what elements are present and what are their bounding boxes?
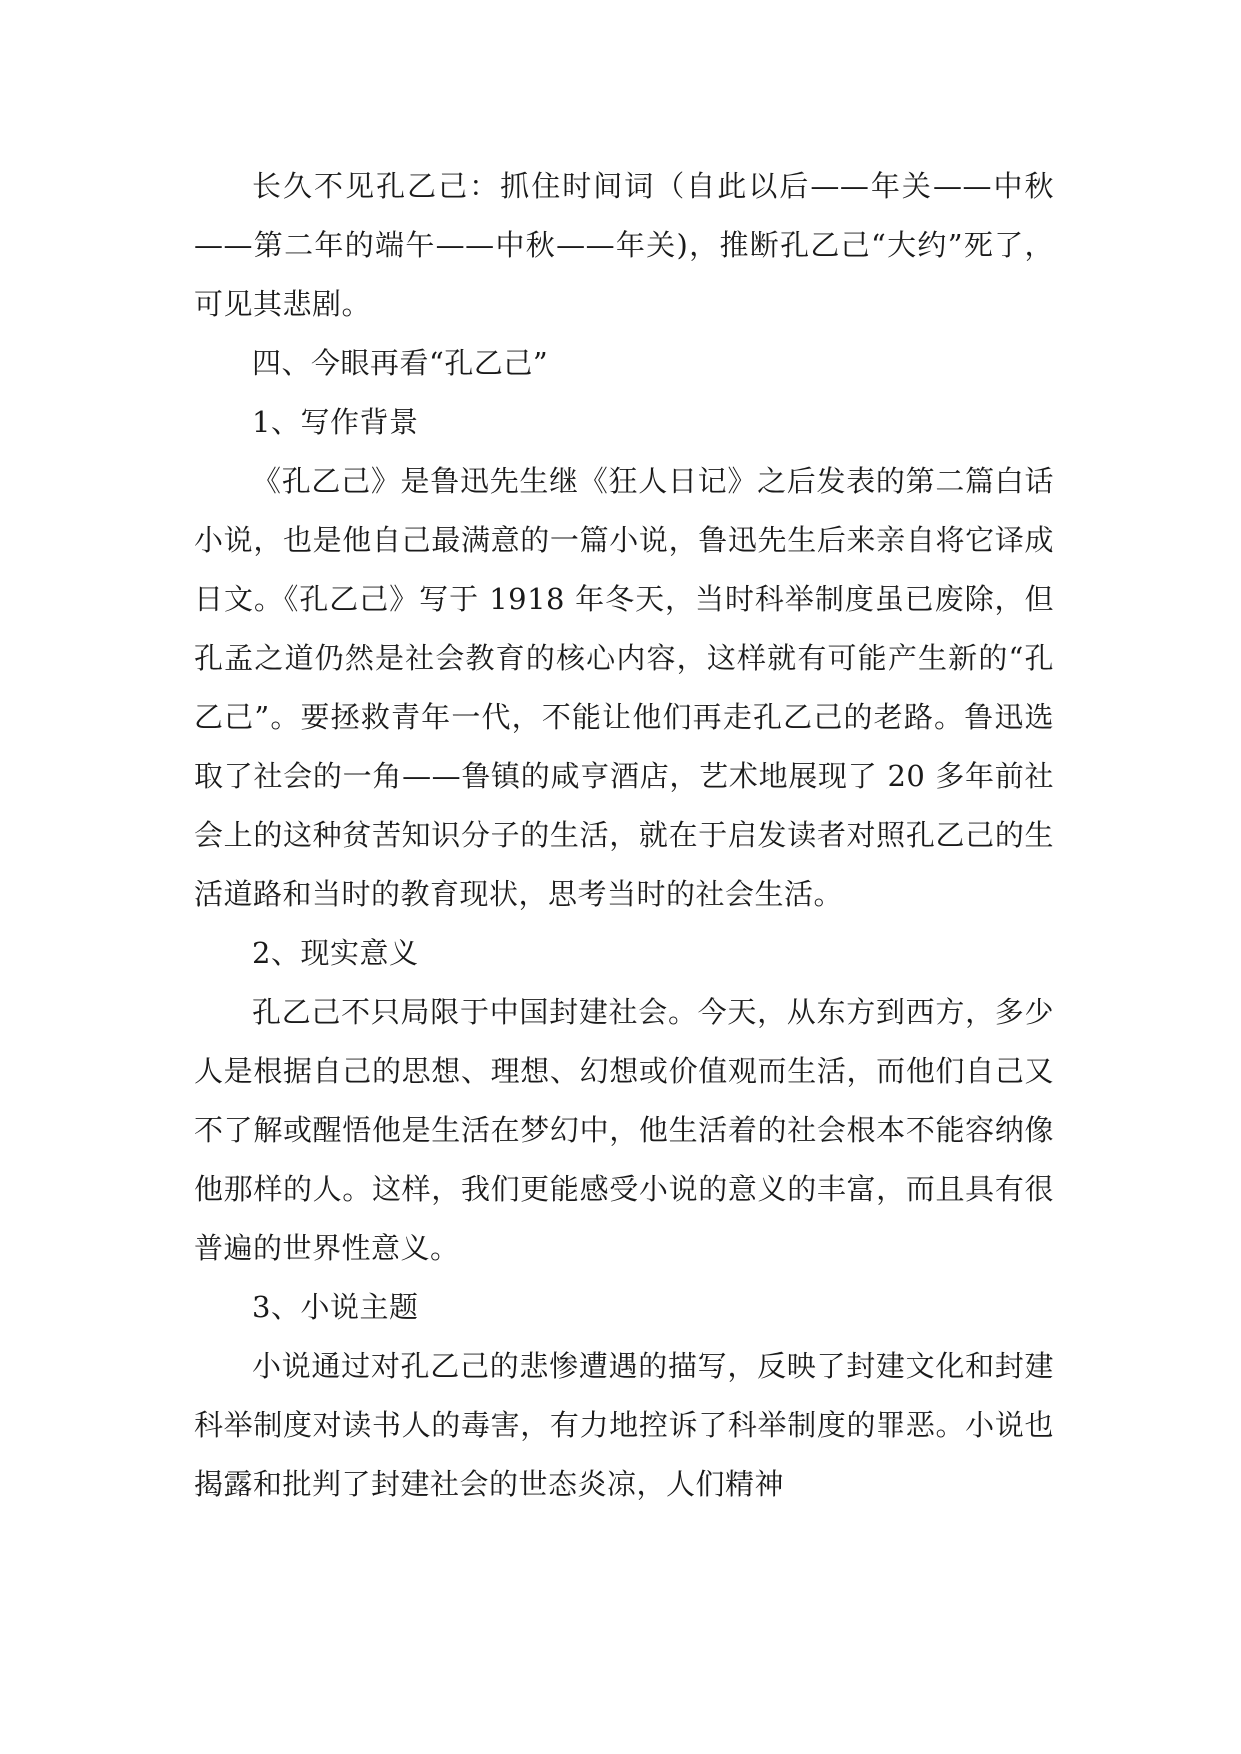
subheading-practical-significance: 2、现实意义 [252,936,419,970]
document-body [194,157,1054,1514]
subheading-writing-background: 1、写作背景 [252,405,419,439]
paragraph-novel-theme: 小说通过对孔乙己的悲惨遭遇的描写，反映了封建文化和封建科举制度对读书人的毒害，有力地控诉了科举制度的罪恶。小说也揭露和批判了封建社会的世态炎凉，人们精神 [194,1349,1054,1501]
paragraph-practical-significance: 孔乙己不只局限于中国封建社会。今天，从东方到西方，多少人是根据自己的思想、理想、幻想或价值观而生活，而他们自己又不了解或醒悟他是生活在梦幻中，他生活着的社会根本不能容纳像他那样的人。这样，我们更能感受小说的意义的丰富，而且具有很普遍的世界性意义。 [194,995,1054,1265]
section-heading-four: 四、今眼再看“孔乙己” [252,346,549,380]
paragraph-writing-background: 《孔乙己》是鲁迅先生继《狂人日记》之后发表的第二篇白话小说，也是他自己最满意的一篇小说，鲁迅先生后来亲自将它译成日文。《孔乙己》写于 1918 年冬天，当时科举制度虽已废除，但孔孟之道仍然是社会教育的核心内容，这样就有可能产生新的“孔乙己”。要拯救青年一代，不能让他们再走孔乙己的老路。鲁迅选取了社会的一角——鲁镇的咸亨酒店，艺术地展现了 20 多年前社会上的这种贫苦知识分子的生活，就在于启发读者对照孔乙己的生活道路和当时的教育现状，思考当时的社会生活。 [194,464,1054,911]
subheading-novel-theme: 3、小说主题 [252,1290,419,1324]
paragraph-absence-analysis: 长久不见孔乙己：抓住时间词（自此以后——年关——中秋——第二年的端午——中秋——年关)，推断孔乙己“大约”死了，可见其悲剧。 [194,169,1054,321]
